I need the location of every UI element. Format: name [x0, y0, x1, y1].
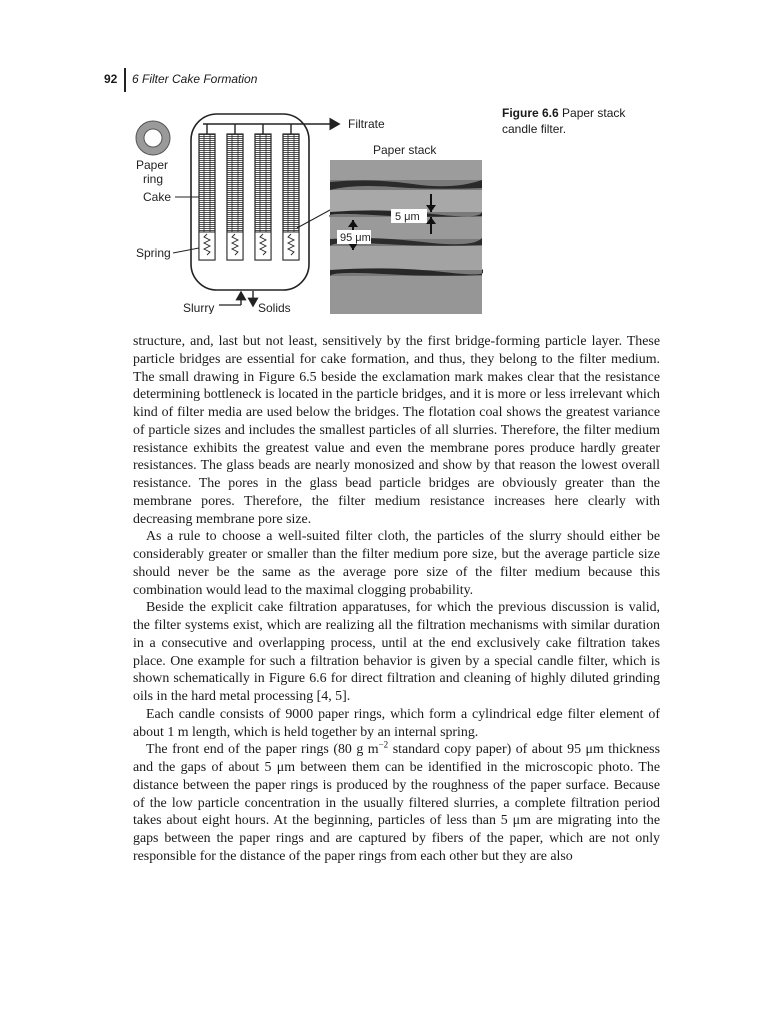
- figure-caption-text: Paper stack candle filter.: [502, 106, 626, 136]
- label-filtrate: Filtrate: [348, 117, 385, 131]
- label-spring: Spring: [136, 246, 171, 260]
- figure-caption-label: Figure 6.6: [502, 106, 559, 120]
- paragraph-5-rest: standard copy paper) of about 95 μm thickness and the gaps of about 5 μm between them can be identified in the microscopic photo. The distance between the paper rings is produced by the roughness of the paper surface. Because of the low particle concentration in the usually filtered slurries, a complete filtration period takes about eight hours. At the beginning, particles of less than 5 μm are migrating into the gaps between the paper rings and are captured by fibers of the paper, which are not only responsible for the distance of the paper rings from each other but they are also: [133, 742, 660, 864]
- candle-3: [255, 134, 271, 260]
- candle-2: [227, 134, 243, 260]
- label-5-um: 5 μm: [395, 211, 420, 223]
- page-number: 92: [104, 72, 118, 86]
- label-paper: Paper: [136, 158, 169, 172]
- paragraph-5-start: The front end of the paper rings (80 g m: [146, 742, 379, 758]
- paragraph-2: As a rule to choose a well-suited filter cloth, the particles of the slurry should either be considerably greater or smaller than the filter medium pore size, but the average particle size should never be the same as the average pore size of the filter medium because this combination would lead to the maximal clogging probability.: [133, 529, 660, 598]
- chapter-title: 6 Filter Cake Formation: [132, 72, 258, 86]
- header-divider: [124, 68, 126, 92]
- paragraph-5: [133, 741, 660, 865]
- paragraph-1: structure, and, last but not least, sensitively by the first bridge-forming particle layer. These particle bridges are essential for cake formation, and thus, they belong to the filter medium. The small drawing in Figure 6.5 beside the exclamation mark makes clear that the resistance determining bottleneck is located in the particle bridges, and it is more or less irrelevant which kind of filter media are used below the bridges. The flotation coal shows the greatest variance of particle sizes and includes the smallest particles of all slurries. Therefore, the filter medium resistance exhibits the greatest value and even the membrane pores produce hardly greater resistances. The glass beads are nearly monosized and show by that reason the lowest overall resistance. The pores in the glass bead particle bridges are obviously greater than the membrane pores. Therefore, the filter medium resistance increases here clearly with decreasing membrane pore size.: [133, 334, 660, 527]
- paragraph-4: Each candle consists of 9000 paper rings, which form a cylindrical edge filter element of about 1 m length, which is held together by an internal spring.: [133, 706, 660, 740]
- body-text: [133, 333, 660, 866]
- label-solids: Solids: [258, 301, 291, 314]
- candle-4: [283, 134, 299, 260]
- unit-exponent: −2: [378, 739, 389, 750]
- label-95-um: 95 μm: [340, 232, 371, 244]
- figure-6-6-diagram: [133, 108, 483, 314]
- label-slurry: Slurry: [183, 301, 215, 314]
- candle-1: [199, 134, 215, 260]
- label-paper-stack: Paper stack: [373, 143, 437, 157]
- label-cake: Cake: [143, 190, 172, 204]
- paragraph-3: Beside the explicit cake filtration apparatuses, for which the previous discussion is valid, the filter systems exist, which are realizing all the filtration mechanisms with similar duration in a consecutive and overlapping process, until at the end exclusively cake filtration takes place. One example for such a filtration behavior is given by a special candle filter, which is shown schematically in Figure 6.6 for direct filtration and cleaning of highly diluted grinding oils in the hard metal processing [4, 5].: [133, 600, 660, 704]
- label-ring: ring: [143, 172, 164, 186]
- figure-caption: [502, 105, 652, 137]
